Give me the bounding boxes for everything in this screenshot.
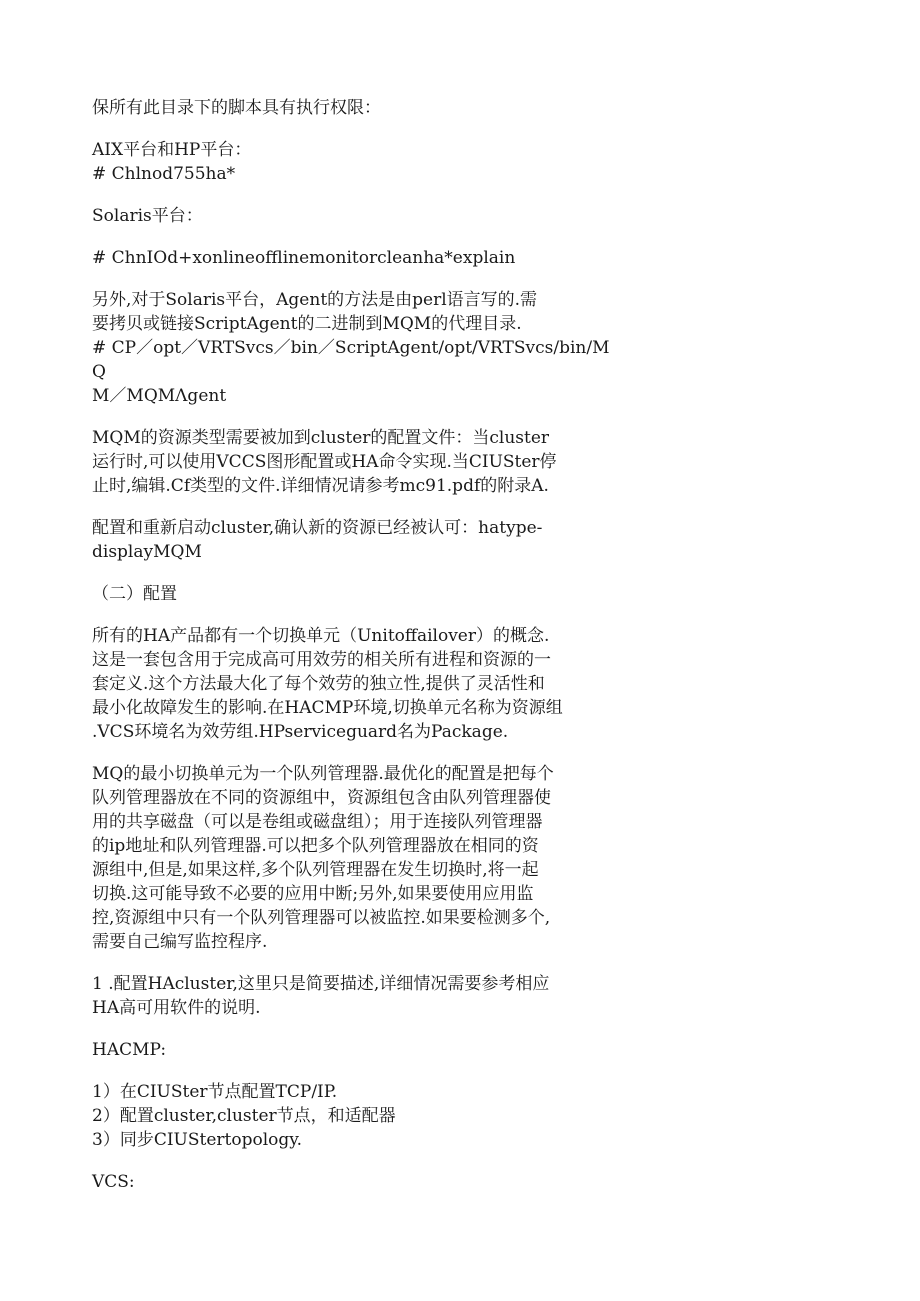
command-line: # ChnIOd+xonlineofflinemonitorcleanha*explain [92, 248, 516, 268]
text-line: 最小化故障发生的影响.在HACMP环境,切换单元名称为资源组 [92, 698, 563, 718]
list-hacmp-steps [92, 1080, 612, 1152]
document-body [92, 96, 612, 1194]
paragraph-solaris-command [92, 246, 612, 270]
command-line: M／MQMΛgent [92, 386, 227, 406]
paragraph-solaris-heading [92, 204, 612, 228]
paragraph-unit-of-failover [92, 624, 612, 744]
subsection-heading: HACMP: [92, 1040, 167, 1060]
list-item: 1）在CIUSter节点配置TCP/IP. [92, 1082, 338, 1102]
text-line: 运行时,可以使用VCCS图形配置或HA命令实现.当CIUSter停 [92, 452, 557, 472]
paragraph-vcs-heading [92, 1170, 612, 1194]
text-line: 配置和重新启动cluster,确认新的资源已经被认可：hatype- [92, 518, 543, 538]
paragraph-mq-unit [92, 762, 612, 954]
text-line: MQ的最小切换单元为一个队列管理器.最优化的配置是把每个 [92, 764, 554, 784]
text-line: 切换.这可能导致不必要的应用中断;另外,如果要使用应用监 [92, 884, 534, 904]
text-line: 保所有此目录下的脚本具有执行权限： [92, 98, 381, 118]
text-line: 需要自己编写监控程序. [92, 932, 268, 952]
text-line: AIX平台和HP平台： [92, 140, 252, 160]
text-line: 的ip地址和队列管理器.可以把多个队列管理器放在相同的资 [92, 836, 539, 856]
text-line: 控,资源组中只有一个队列管理器可以被监控.如果要检测多个, [92, 908, 551, 928]
text-line: 所有的HA产品都有一个切换单元（Unitoffailover）的概念. [92, 626, 550, 646]
paragraph-config-hacluster [92, 972, 612, 1020]
subsection-heading: VCS: [92, 1172, 135, 1192]
command-line: # CP／opt／VRTSvcs／bin／ScriptAgent/opt/VRTSvcs/bin/MQ [92, 338, 610, 382]
command-line: # Chlnod755ha* [92, 164, 236, 184]
section-heading: （二）配置 [92, 584, 177, 604]
text-line: 要拷贝或链接ScriptAgent的二进制到MQM的代理目录. [92, 314, 522, 334]
paragraph-restart-cluster [92, 516, 612, 564]
text-line: 套定义.这个方法最大化了每个效劳的独立性,提供了灵活性和 [92, 674, 545, 694]
text-line: 另外,对于Solaris平台，Agent的方法是由perl语言写的.需 [92, 290, 538, 310]
paragraph-hacmp-heading [92, 1038, 612, 1062]
text-line: 1 .配置HAcluster,这里只是简要描述,详细情况需要参考相应 [92, 974, 550, 994]
list-item: 2）配置cluster,cluster节点，和适配器 [92, 1106, 396, 1126]
text-line: MQM的资源类型需要被加到cluster的配置文件：当cluster [92, 428, 550, 448]
text-line: displayMQM [92, 542, 202, 562]
paragraph-permission-note [92, 96, 612, 120]
text-line: 止时,编辑.Cf类型的文件.详细情况请参考mc91.pdf的附录A. [92, 476, 549, 496]
paragraph-resource-type [92, 426, 612, 498]
text-line: 用的共享磁盘（可以是卷组或磁盘组）；用于连接队列管理器 [92, 812, 543, 832]
section-heading-config [92, 582, 612, 606]
text-line: 源组中,但是,如果这样,多个队列管理器在发生切换时,将一起 [92, 860, 539, 880]
paragraph-solaris-agent [92, 288, 612, 408]
text-line: 队列管理器放在不同的资源组中，资源组包含由队列管理器使 [92, 788, 551, 808]
text-line: HA高可用软件的说明. [92, 998, 261, 1018]
text-line: Solaris平台： [92, 206, 203, 226]
list-item: 3）同步CIUStertopology. [92, 1130, 303, 1150]
text-line: .VCS环境名为效劳组.HPserviceguard名为Package. [92, 722, 509, 742]
text-line: 这是一套包含用于完成高可用效劳的相关所有进程和资源的一 [92, 650, 551, 670]
paragraph-aix-hp [92, 138, 612, 186]
